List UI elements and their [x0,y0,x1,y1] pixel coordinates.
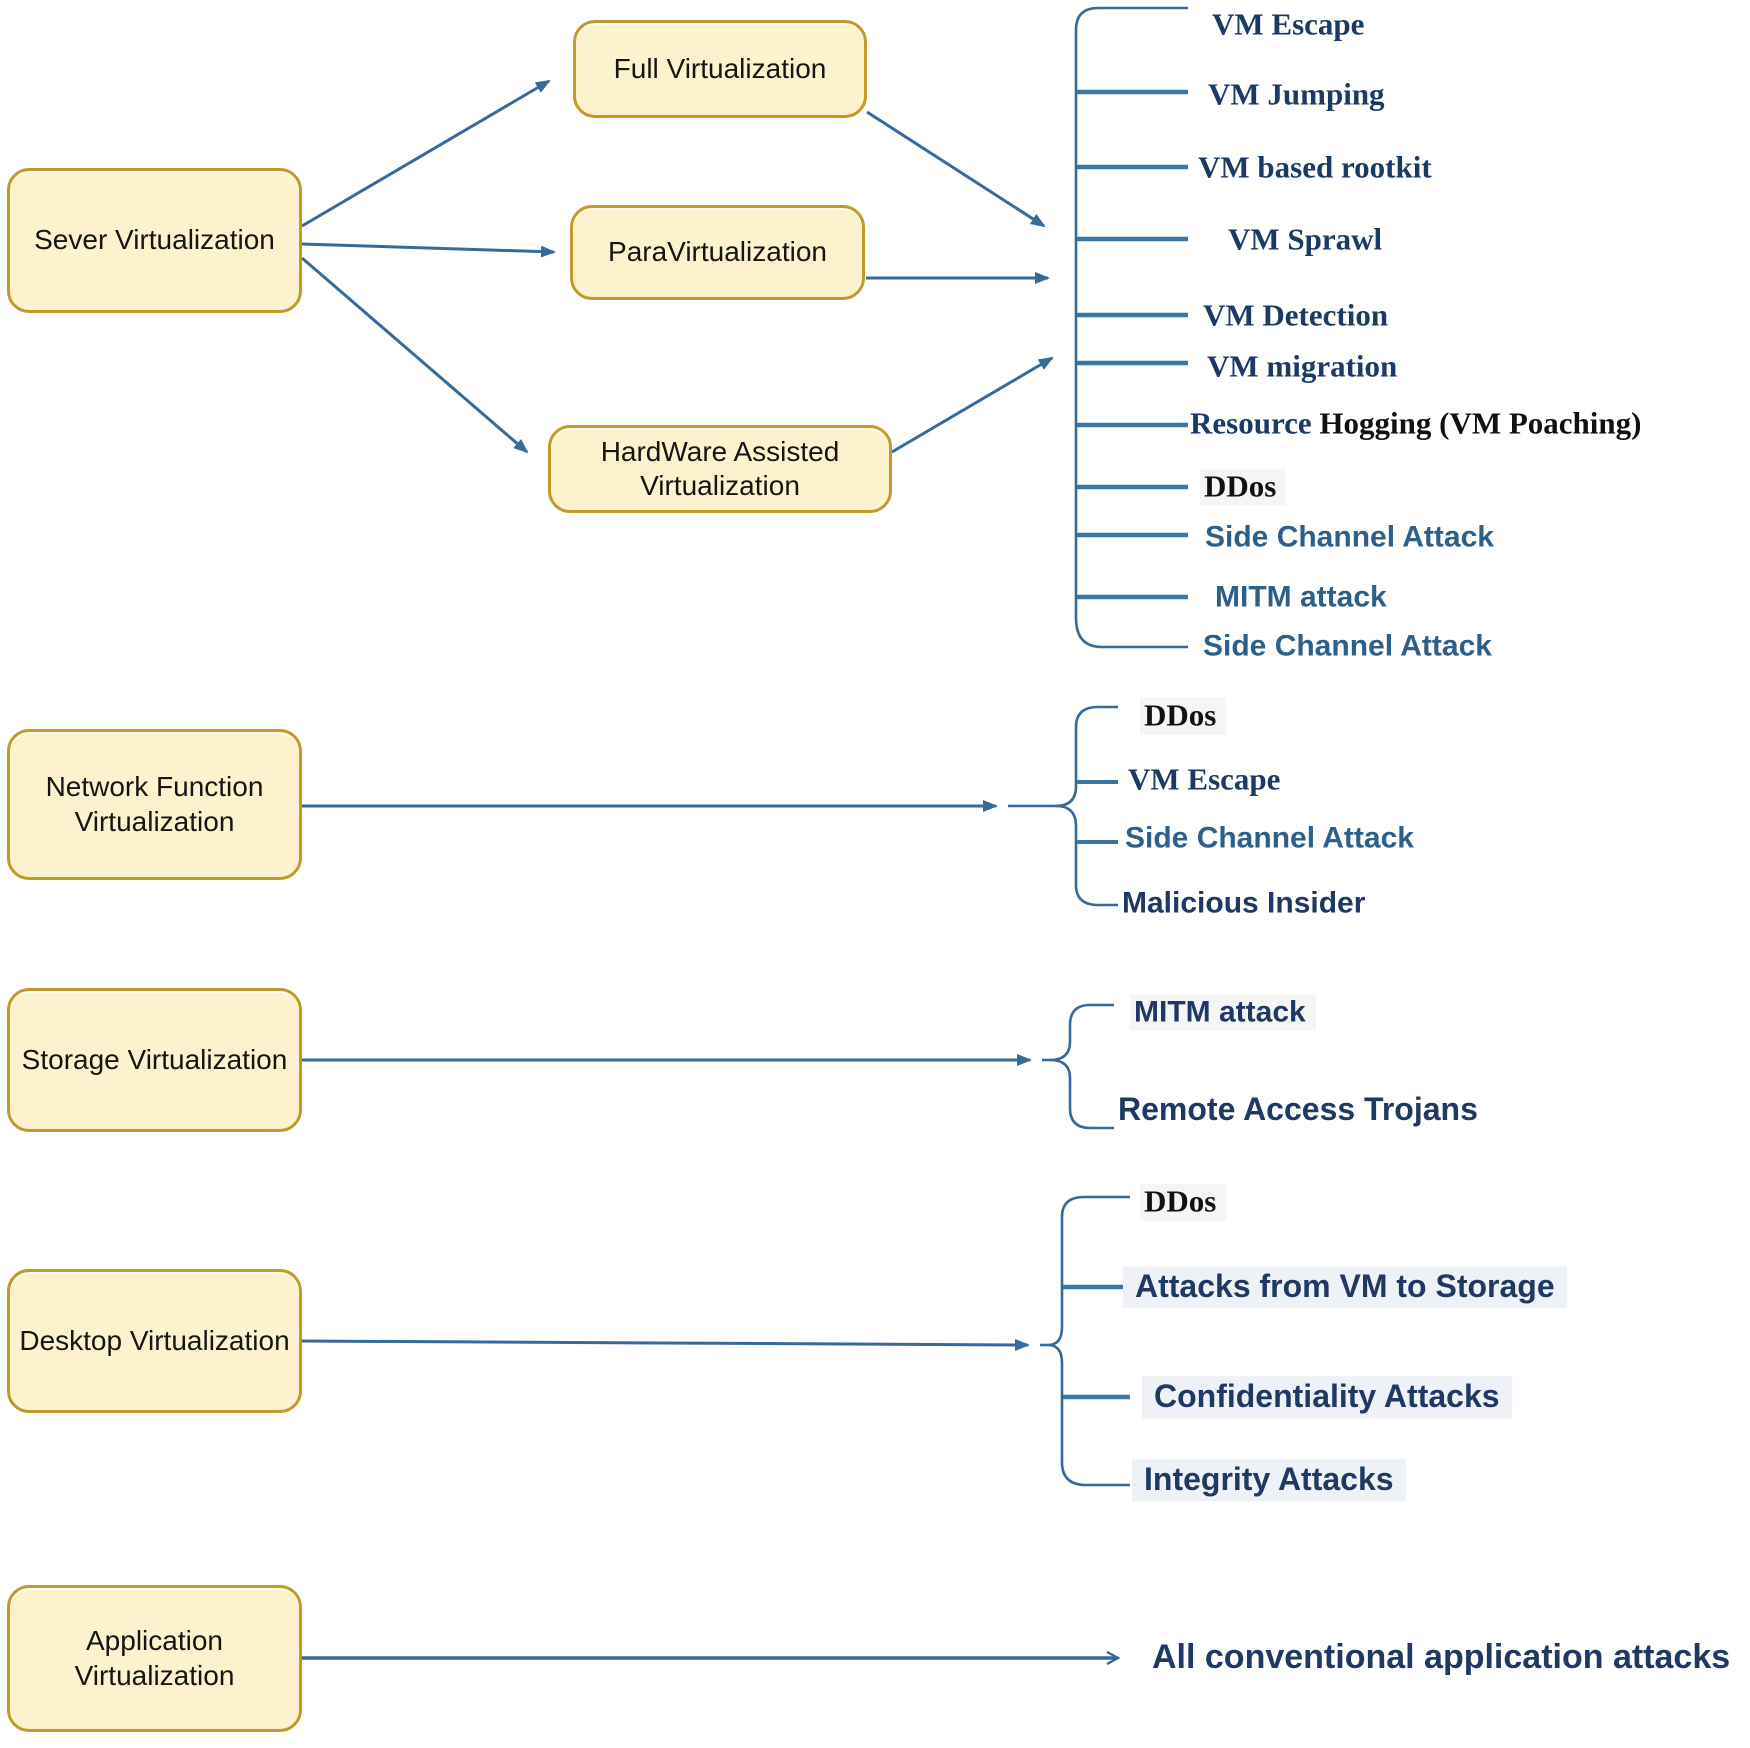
storage-brace-lower [1050,1060,1114,1128]
connector-server-to-para [302,244,554,252]
attack-label-vm-migration: VM migration [1207,348,1398,384]
node-label-line2: Virtualization [74,805,235,837]
node-full-virtualization [573,20,867,118]
desktop-brace-lower [1048,1345,1130,1485]
attack-label-all-conventional-application-attacks: All conventional application attacks [1152,1638,1731,1677]
attack-label-storage-remote-access-trojans: Remote Access Trojans [1118,1091,1478,1128]
connector-server-to-full [302,81,549,226]
attack-label-vm-based-rootkit: VM based rootkit [1198,149,1432,185]
attack-label-desktop-integrity-attacks: Integrity Attacks [1132,1459,1406,1501]
node-label: Storage Virtualization [21,1043,288,1075]
node-label-line1: Network Function [45,771,264,803]
node-label-line2: Virtualization [640,470,800,501]
node-label: ParaVirtualization [608,236,827,268]
node-desktop-virtualization [7,1269,302,1413]
node-label-line2: Virtualization [74,1659,235,1691]
node-label: Full Virtualization [613,52,827,84]
connector-server-to-hardware [302,258,527,452]
attack-label-ddos: DDos [1200,469,1286,506]
node-network-function-virtualization [7,729,302,880]
attack-label-vm-escape: VM Escape [1212,6,1365,42]
attack-label-part1: Resource [1190,405,1320,441]
attack-label-resource-hogging [1190,405,1642,441]
attack-label-storage-mitm-attack: MITM attack [1130,994,1316,1030]
attack-label-part2: Hogging (VM Poaching) [1319,405,1642,441]
attack-label-vm-sprawl: VM Sprawl [1228,221,1383,257]
connector-hardware-to-bracket [892,358,1052,452]
server-attacks-bracket [1076,8,1188,647]
attack-label-vm-detection: VM Detection [1203,297,1389,333]
connector-full-to-bracket [867,112,1044,226]
attack-label-nfv-malicious-insider: Malicious Insider [1122,886,1366,920]
node-para-virtualization [570,205,865,300]
node-hardware-assisted-virtualization [548,425,892,513]
node-label: Desktop Virtualization [19,1324,290,1356]
node-label-line1: Application [86,1625,223,1657]
nfv-brace-lower [1056,806,1118,905]
node-server-virtualization [7,168,302,313]
attack-label-desktop-ddos: DDos [1140,1184,1226,1221]
storage-brace-upper [1050,1005,1114,1060]
attack-label-vm-jumping: VM Jumping [1208,76,1385,112]
attack-label-nfv-vm-escape: VM Escape [1128,761,1281,797]
attack-label-mitm-attack: MITM attack [1215,580,1387,614]
attack-label-nfv-side-channel-attack: Side Channel Attack [1125,821,1414,855]
attack-label-side-channel-attack-2: Side Channel Attack [1203,629,1492,663]
node-storage-virtualization [7,988,302,1132]
node-label-line1: HardWare Assisted [600,435,840,467]
node-application-virtualization [7,1585,302,1732]
node-label: Sever Virtualization [34,224,275,256]
nfv-brace-upper [1056,707,1118,806]
attack-label-side-channel-attack: Side Channel Attack [1205,520,1494,554]
attack-label-desktop-attacks-vm-to-storage: Attacks from VM to Storage [1123,1266,1567,1308]
desktop-brace-upper [1048,1197,1130,1345]
attack-label-desktop-confidentiality-attacks: Confidentiality Attacks [1142,1376,1512,1418]
attack-label-nfv-ddos: DDos [1140,698,1226,735]
connector-desktop-to-brace [302,1341,1028,1345]
